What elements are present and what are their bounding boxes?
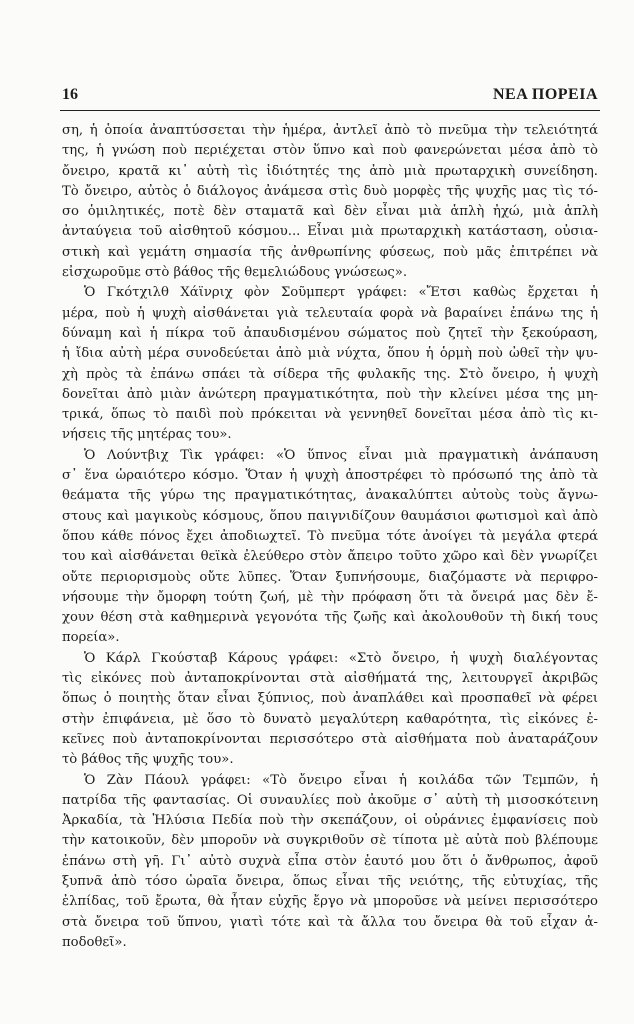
text-line: Ὁ Λούντβιχ Τὶκ γράφει: «Ὁ ὕπνος εἶναι μιὰ πραγματικὴ ἀνάπαυση [84,447,598,463]
header-rule [60,110,600,111]
text-line: στικὴ καὶ γεμάτη σημασία τῆς ἀνθρωπίνης φύσεως, ποὺ μᾶς ἐπιτρέπει νὰ [62,244,598,260]
page-body [62,121,598,953]
text-line: ὅπου κάθε πόνος ἔχει ἀποδιωχτεῖ. Τὸ πνεῦμα τότε ἀνοίγει τὰ μεγάλα φτερά [62,528,598,544]
text-line: ἐπάνω στὴ γῆ. Γι᾽ αὐτὸ συχνὰ εἶπα στὸν ἑαυτό μου ὅτι ὁ ἄνθρωπος, ἀφοῦ [62,853,598,869]
text-line: πατρίδα τῆς φαντασίας. Οἱ συναυλίες ποὺ ἀκοῦμε σ᾽ αὐτὴ τὴ μισοσκότεινη [62,792,598,808]
paragraph [62,283,598,445]
text-line: οὔτε περιορισμοὺς οὔτε λῦπες. Ὅταν ξυπνήσουμε, διαζόμαστε νὰ περιφρο- [62,569,598,585]
text-line: ποδοθεῖ». [62,934,127,950]
text-line: στὰ ὄνειρα τοῦ ὕπνου, γιατὶ τότε καὶ τὰ ἄλλα του ὄνειρα θὰ τοῦ εἶχαν ἀ- [62,914,598,930]
text-line: σο ὁμιλητικές, ποτὲ δὲν σταματᾶ καὶ δὲν εἶναι μιὰ ἁπλὴ ἠχώ, μιὰ ἁπλὴ [62,204,598,220]
paragraph [62,771,598,954]
journal-title: ΝΕΑ ΠΟΡΕΙΑ [492,86,598,103]
text-line: στὴν ἐπιφάνεια, μὲ ὅσο τὸ δυνατὸ μεγαλύτερη καθαρότητα, τὶς εἰκόνες ἐ- [62,711,598,727]
text-line: ἡ ἴδια αὐτὴ μέρα συνοδεύεται ἀπὸ μιὰ νύχτα, ὅπου ἡ ὁρμὴ ποὺ ὠθεῖ τὴν ψυ- [62,346,598,362]
page-number: 16 [62,86,78,103]
text-line: χὴ πρὸς τὰ ἐπάνω σπάει τὰ σίδερα τῆς φυλακῆς της. Στὸ ὄνειρο, ἡ ψυχὴ [62,366,598,382]
text-line: εἰσχωροῦμε στὸ βάθος τῆς θεμελιώδους γνώσεως». [62,265,408,281]
text-line: του καὶ αἰσθάνεται θεϊκὰ ἐλεύθερο στὸν ἄπειρο τοῦτο χῶρο καὶ δὲν γνωρίζει [62,549,598,565]
text-line: νήσουμε τὴν ὄμορφη τούτη ζωή, μὲ τὴν πρόφαση ὅτι τὰ ὄνειρά μας δὲν ἔ- [62,589,598,605]
text-line: δονεῖται ἀπὸ μιὰν ἀνώτερη πραγματικότητα, ποὺ τὴν κλείνει μέσα της μη- [62,386,598,402]
text-line: ἐλπίδας, τοῦ ἔρωτα, θὰ ἦταν εὐχῆς ἔργο νὰ μποροῦσε νὰ μείνει περισσότερο [62,894,598,910]
text-line: ξυπνᾶ ἀπὸ τόσο ὡραῖα ὄνειρα, ὅπως εἶναι τῆς νειότης, τῆς εὐτυχίας, τῆς [62,873,598,889]
text-line: Τὸ ὄνειρο, αὐτὸς ὁ διάλογος ἀνάμεσα στὶς δυὸ μορφὲς τῆς ψυχῆς μας τὶς τό- [62,183,598,199]
text-line: κεῖνες ποὺ ἀνταποκρίνονται περισσότερο στὰ αἰσθήματα ποὺ ἀναταράζουν [62,731,598,747]
text-line: Ὁ Ζὰν Πάουλ γράφει: «Τὸ ὄνειρο εἶναι ἡ κοιλάδα τῶν Τεμπῶν, ἡ [84,772,598,788]
text-line: της, ἡ γνώση ποὺ περιέχεται στὸν ὕπνο καὶ ποὺ φανερώνεται μέσα ἀπὸ τὸ [62,143,598,159]
text-line: ση, ἡ ὁποία ἀναπτύσσεται τὴν ἡμέρα, ἀντλεῖ ἀπὸ τὸ πνεῦμα τὴν τελειότητά [62,123,598,138]
text-line: τρικά, ὅπως τὸ παιδὶ ποὺ πρόκειται νὰ γεννηθεῖ δονεῖται μέσα ἀπὸ τὶς κι- [62,407,598,423]
text-line: Ἀρκαδία, τὰ Ἠλύσια Πεδία ποὺ τὴν σκεπάζουν, οἱ οὐράνιες ἐμφανίσεις ποὺ [62,813,598,829]
text-line: Ὁ Κάρλ Γκούσταβ Κάρους γράφει: «Στὸ ὄνειρο, ἡ ψυχὴ διαλέγοντας [84,650,598,666]
text-line: Ὁ Γκότχιλθ Χάϊνριχ φὸν Σοῦμπερτ γράφει: «Ἔτσι καθὼς ἔρχεται ἡ [84,285,598,301]
text-line: τὸ βάθος τῆς ψυχῆς του». [62,752,234,768]
text-line: σ᾽ ἕνα ὡραιότερο κόσμο. Ὅταν ἡ ψυχὴ ἀποστρέφει τὸ πρόσωπό της ἀπὸ τὰ [62,468,598,484]
text-line: ὄνειρο, κρατᾶ κι᾽ αὐτὴ τὶς ἰδιότητές της ἀπὸ μιὰ πρωταρχικὴ συνείδηση. [62,163,598,179]
text-line: ἀνταύγεια τοῦ αἰσθητοῦ κόσμου... Εἶναι μιὰ πρωταρχικὴ κατάσταση, οὐσια- [62,224,598,240]
paragraph [62,649,598,771]
running-header [62,86,598,108]
text-line: ὅπως ὁ ποιητὴς ὅταν εἶναι ξύπνιος, ποὺ ἀναπλάθει καὶ προσπαθεῖ νὰ φέρει [62,691,598,707]
text-line: θεάματα τῆς γύρω της πραγματικότητας, ἀνακαλύπτει αὐτοὺς τοὺς ἄγνω- [62,488,598,504]
text-line: τὴν κατοικοῦν, δὲν μποροῦν νὰ συγκριθοῦν σὲ τίποτα μὲ αὐτὰ ποὺ βλέπουμε [62,833,598,849]
text-line: δύναμη καὶ ἡ πίκρα τοῦ ἀπαυδισμένου σώματος ποὺ ζητεῖ τὴν ξεκούραση, [62,325,598,341]
text-line: τὶς εἰκόνες ποὺ ἀνταποκρίνονται στὰ αἰσθήματά της, λειτουργεῖ ἀκριβῶς [62,671,598,687]
text-line: νήσεις τῆς μητέρας του». [62,427,232,443]
paragraph [62,121,598,283]
text-line: μέρα, ποὺ ἡ ψυχὴ αἰσθάνεται γιὰ τελευταία φορὰ νὰ βαραίνει ἐπάνω της ἡ [62,305,598,321]
paragraph [62,446,598,649]
text-line: χουν θέση στὰ καθημερινὰ γεγονότα τῆς ζωῆς καὶ ἀκολουθοῦν τὴ δική τους [62,610,598,626]
text-line: στους καὶ μαγικοὺς κόσμους, ὅπου παιγνιδίζουν θαυμάσιοι φωτισμοὶ καὶ ἀπὸ [62,508,598,524]
text-line: πορεία». [62,630,120,646]
